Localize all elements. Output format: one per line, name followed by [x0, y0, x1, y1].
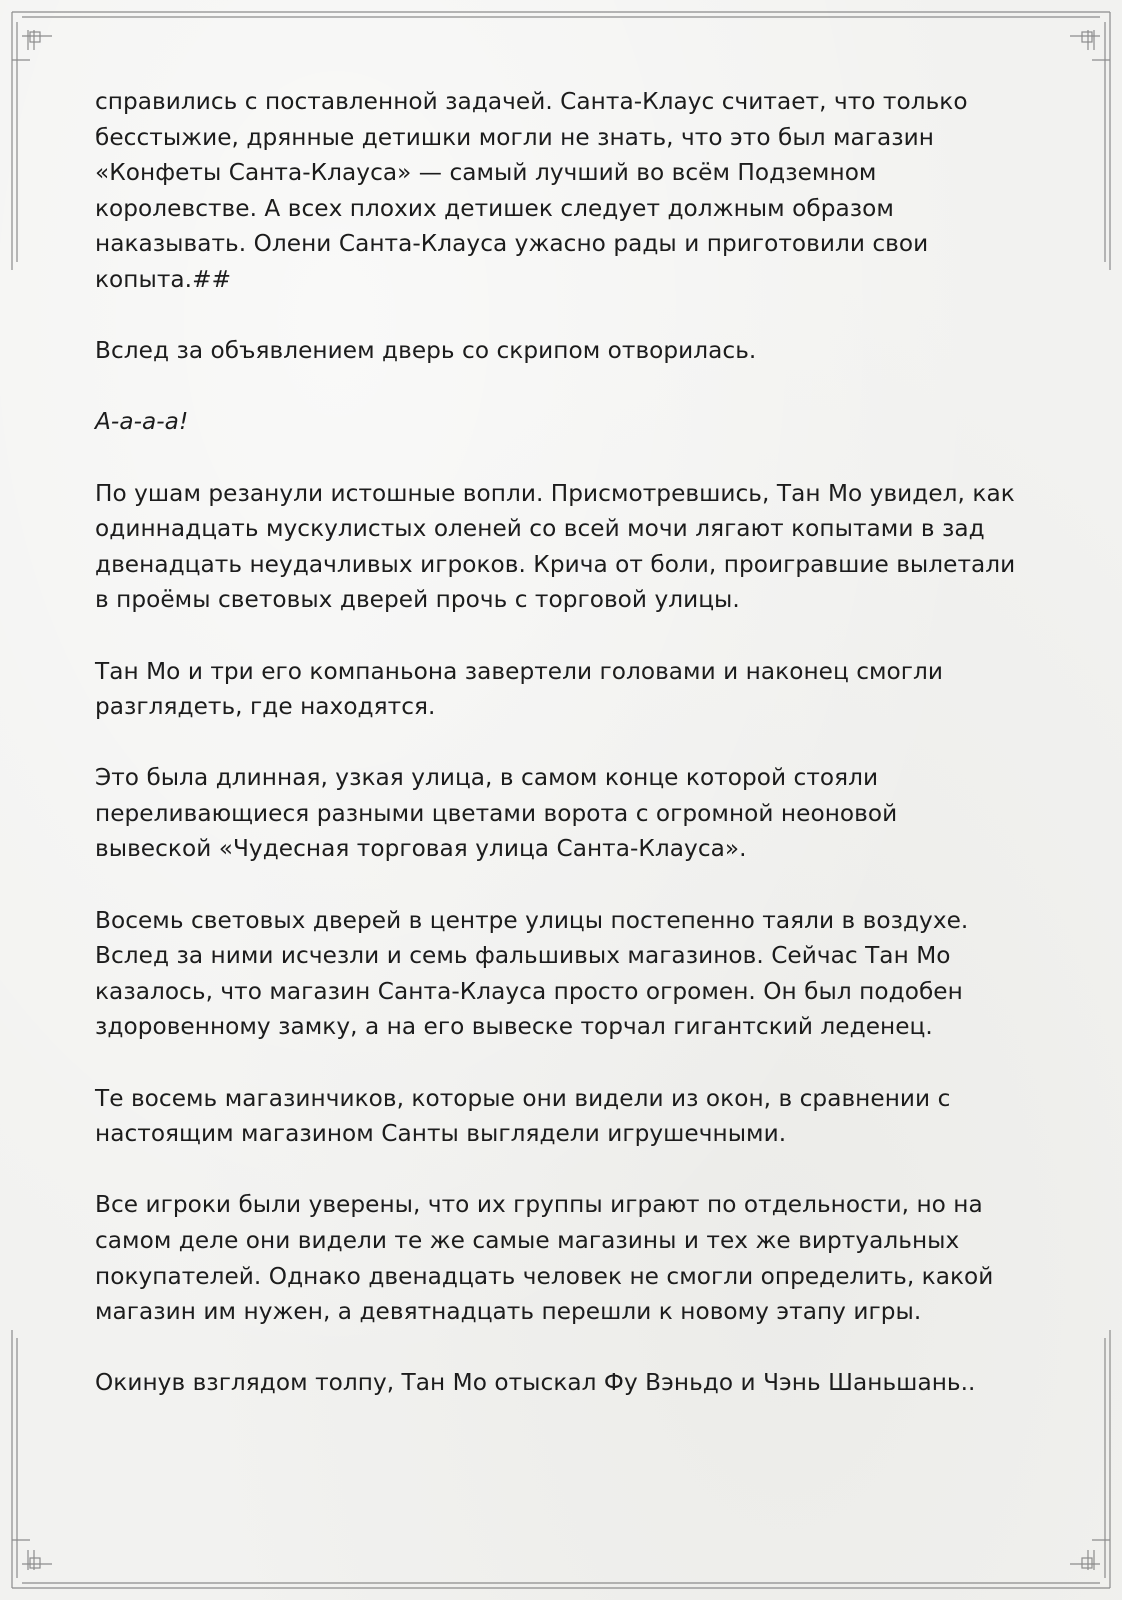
- text-line: в проёмы световых дверей прочь с торговой улицы.: [95, 586, 740, 614]
- text-line: копыта.##: [95, 265, 232, 293]
- text-line: бесстыжие, дрянные детишки могли не знать, что это был магазин: [95, 123, 934, 151]
- text-line: Это была длинная, узкая улица, в самом конце которой стояли: [95, 764, 879, 792]
- text-line: Вслед за объявлением дверь со скрипом отворилась.: [95, 337, 757, 365]
- text-line: одиннадцать мускулистых оленей со всей мочи лягают копытами в зад: [95, 515, 985, 543]
- text-line: переливающиеся разными цветами ворота с огромной неоновой: [95, 799, 898, 827]
- text-line: По ушам резанули истошные вопли. Присмотревшись, Тан Мо увидел, как: [95, 479, 1015, 507]
- paragraph: [95, 1365, 1030, 1401]
- text-line: здоровенному замку, а на его вывеске торчал гигантский леденец.: [95, 1013, 933, 1041]
- text-line: вывеской «Чудесная торговая улица Санта-Клауса».: [95, 835, 747, 863]
- paragraph: [95, 1187, 1030, 1329]
- text-line: Окинув взглядом толпу, Тан Мо отыскал Фу Вэньдо и Чэнь Шаньшань..: [95, 1369, 976, 1397]
- text-line: Тан Мо и три его компаньона завертели головами и наконец смогли: [95, 657, 944, 685]
- text-line: самом деле они видели те же самые магазины и тех же виртуальных: [95, 1227, 960, 1254]
- text-line: Те восемь магазинчиков, которые они видели из окон, в сравнении с: [95, 1084, 951, 1112]
- text-line: А-а-а-а!: [95, 408, 189, 436]
- text-line: настоящим магазином Санты выглядели игрушечными.: [95, 1120, 787, 1148]
- text-line: справились с поставленной задачей. Санта-Клаус считает, что только: [95, 88, 968, 115]
- paragraph: [95, 84, 1030, 298]
- paragraph: [95, 654, 1030, 725]
- paragraph: [95, 404, 1030, 440]
- text-line: Вслед за ними исчезли и семь фальшивых магазинов. Сейчас Тан Мо: [95, 942, 951, 970]
- text-line: разглядеть, где находятся.: [95, 693, 436, 721]
- text-line: Восемь световых дверей в центре улицы постепенно таяли в воздухе.: [95, 906, 969, 934]
- text-line: двенадцать неудачливых игроков. Крича от боли, проигравшие вылетали: [95, 550, 1016, 578]
- paragraph: [95, 333, 1030, 369]
- text-line: наказывать. Олени Санта-Клауса ужасно рады и приготовили свои: [95, 230, 929, 258]
- paragraph: [95, 476, 1030, 618]
- text-line: Все игроки были уверены, что их группы играют по отдельности, но на: [95, 1191, 983, 1219]
- text-line: королевстве. А всех плохих детишек следует должным образом: [95, 194, 894, 222]
- paragraph: [95, 903, 1030, 1045]
- paragraph: [95, 760, 1030, 867]
- body-text: [95, 84, 1030, 1437]
- paragraph: [95, 1081, 1030, 1152]
- text-line: «Конфеты Санта-Клауса» — самый лучший во всём Подземном: [95, 159, 877, 187]
- text-line: казалось, что магазин Санта-Клауса просто огромен. Он был подобен: [95, 977, 963, 1005]
- text-line: покупателей. Однако двенадцать человек не смогли определить, какой: [95, 1262, 994, 1290]
- text-line: магазин им нужен, а девятнадцать перешли к новому этапу игры.: [95, 1298, 922, 1326]
